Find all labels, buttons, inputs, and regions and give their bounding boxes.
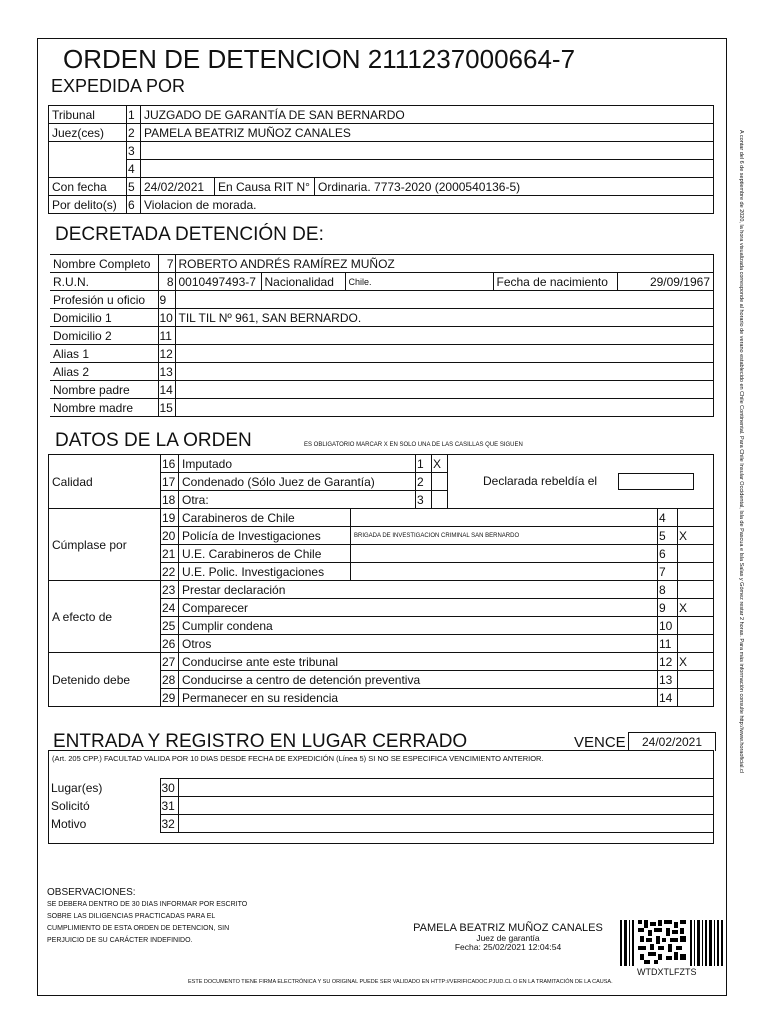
- causa-value: Ordinaria. 7773-2020 (2000540136-5): [315, 178, 714, 196]
- row-number: 24: [161, 599, 179, 617]
- efecto-label: A efecto de: [49, 581, 161, 653]
- con-fecha-label: Con fecha: [49, 178, 127, 196]
- row-value: [175, 363, 714, 381]
- row-number: 17: [161, 473, 179, 491]
- row-number: 23: [161, 581, 179, 599]
- nacionalidad-label: Nacionalidad: [261, 273, 345, 291]
- observaciones-line: PERJUICIO DE SU CARÁCTER INDEFINIDO.: [47, 937, 193, 944]
- table-row: [49, 509, 714, 527]
- row-label: [49, 160, 127, 178]
- table-row: [49, 196, 714, 214]
- row-number: 22: [161, 563, 179, 581]
- row-number: 28: [161, 671, 179, 689]
- vence-value: 24/02/2021: [628, 732, 716, 751]
- row-label: Nombre padre: [50, 381, 158, 399]
- expedida-por-heading: EXPEDIDA POR: [51, 76, 186, 96]
- box-number: 1: [416, 455, 432, 473]
- juez-value: [141, 160, 714, 178]
- row-label: Domicilio 2: [50, 327, 158, 345]
- signer-role: Juez de garantía: [476, 933, 540, 943]
- cumplase-detail: [351, 545, 658, 563]
- table-row: [50, 381, 714, 399]
- detenido-option: Conducirse ante este tribunal: [179, 653, 658, 671]
- run-value: 0010497493-7: [175, 273, 261, 291]
- row-value: [175, 327, 714, 345]
- mark-box[interactable]: [678, 545, 714, 563]
- table-row: [48, 815, 714, 833]
- cumplase-option: U.E. Carabineros de Chile: [179, 545, 351, 563]
- mark-box[interactable]: [432, 491, 448, 509]
- table-row: [49, 142, 714, 160]
- row-value: [178, 815, 714, 833]
- decretada-table: [50, 254, 714, 417]
- efecto-option: Cumplir condena: [179, 617, 658, 635]
- row-number: 12: [158, 345, 175, 363]
- rebeldia-label: Declarada rebeldía el: [483, 473, 598, 488]
- row-number: 7: [158, 255, 175, 273]
- mark-box[interactable]: [678, 689, 714, 707]
- row-label: Lugar(es): [51, 780, 103, 795]
- row-value: [175, 399, 714, 417]
- observaciones-line: SOBRE LAS DILIGENCIAS PRACTICADAS PARA EL: [47, 913, 216, 920]
- verification-code: WTDXTLFZTS: [637, 967, 697, 977]
- row-number: 21: [161, 545, 179, 563]
- table-row: [49, 455, 714, 473]
- row-number: 13: [158, 363, 175, 381]
- row-value: TIL TIL Nº 961, SAN BERNARDO.: [175, 309, 714, 327]
- side-note: [733, 130, 745, 890]
- row-number: 1: [127, 106, 141, 124]
- row-number: 30: [160, 779, 178, 797]
- signature-block: [412, 922, 604, 952]
- mark-box[interactable]: [678, 509, 714, 527]
- box-number: 2: [416, 473, 432, 491]
- row-number: 2: [127, 124, 141, 142]
- table-row: [50, 309, 714, 327]
- barcode-icon: [620, 920, 725, 973]
- mark-box[interactable]: [678, 617, 714, 635]
- datos-heading: DATOS DE LA ORDEN: [55, 430, 252, 451]
- table-row: [50, 273, 714, 291]
- row-number: 5: [127, 178, 141, 196]
- entrada-note: (Art. 205 CPP.) FACULTAD VALIDA POR 10 DIAS DESDE FECHA DE EXPEDICIÓN (Línea 5) SI NO SE ESPECIFICA VENCIMIENTO ANTERIOR.: [52, 754, 544, 763]
- fecha-nacimiento-value: 29/09/1967: [617, 273, 714, 291]
- efecto-option: Prestar declaración: [179, 581, 658, 599]
- table-row: [50, 291, 714, 309]
- calidad-label: Calidad: [49, 455, 161, 509]
- tribunal-value: JUZGADO DE GARANTÍA DE SAN BERNARDO: [141, 106, 714, 124]
- row-number: 27: [161, 653, 179, 671]
- row-number: 20: [161, 527, 179, 545]
- row-number: 4: [127, 160, 141, 178]
- mark-box[interactable]: [678, 563, 714, 581]
- row-number: 25: [161, 617, 179, 635]
- box-number: 9: [658, 599, 678, 617]
- delito-label: Por delito(s): [49, 196, 127, 214]
- mark-box[interactable]: X: [678, 653, 714, 671]
- calidad-option: Otra:: [179, 491, 416, 509]
- row-value: [175, 291, 714, 309]
- juez-value: PAMELA BEATRIZ MUÑOZ CANALES: [141, 124, 714, 142]
- table-row: [49, 124, 714, 142]
- detenido-option: Permanecer en su residencia: [179, 689, 658, 707]
- box-number: 3: [416, 491, 432, 509]
- box-number: 6: [658, 545, 678, 563]
- row-value: [178, 779, 714, 797]
- row-number: 9: [158, 291, 175, 309]
- observaciones-line: CUMPLIMIENTO DE ESTA ORDEN DE DETENCION, SIN: [47, 925, 230, 932]
- mark-box[interactable]: X: [432, 455, 448, 473]
- table-row: [49, 581, 714, 599]
- expedida-table: [48, 105, 714, 214]
- delito-value: Violacion de morada.: [141, 196, 714, 214]
- observaciones-text: [47, 899, 287, 947]
- mark-box[interactable]: [678, 635, 714, 653]
- row-number: 8: [158, 273, 175, 291]
- row-label: Profesión u oficio: [50, 291, 158, 309]
- row-number: 18: [161, 491, 179, 509]
- row-label: Motivo: [51, 816, 87, 831]
- observaciones-title: OBSERVACIONES:: [47, 887, 136, 898]
- row-value: [178, 797, 714, 815]
- con-fecha-value: 24/02/2021: [141, 178, 215, 196]
- observaciones-line: SE DEBERA DENTRO DE 30 DIAS INFORMAR POR ESCRITO: [47, 901, 248, 908]
- table-row: [49, 653, 714, 671]
- footer-note: ESTE DOCUMENTO TIENE FIRMA ELECTRÓNICA Y SU ORIGINAL PUEDE SER VALIDADO EN HTTP://VERIFICADOC.PJUD.CL O EN LA TRAMITACIÓN DE LA CAUSA.: [188, 979, 613, 985]
- row-value: [175, 345, 714, 363]
- entrada-table: [48, 778, 714, 833]
- cumplase-detail: [351, 563, 658, 581]
- side-note-text: A contar del 6 de septiembre de 2020, la hora visualizada corresponde al horario de verano establecido en Chile Continental. Para Chile Insular Occidental, Isla de Pascua e Isla Salas y Gómez restar 2 horas. Para más información consulte http://www.horaoficial.cl: [738, 130, 744, 773]
- row-number: 15: [158, 399, 175, 417]
- table-row: [49, 106, 714, 124]
- box-number: 14: [658, 689, 678, 707]
- calidad-option: Imputado: [179, 455, 416, 473]
- row-number: 14: [158, 381, 175, 399]
- nombre-value: ROBERTO ANDRÉS RAMÍREZ MUÑOZ: [175, 255, 714, 273]
- table-row: [48, 779, 714, 797]
- row-number: 19: [161, 509, 179, 527]
- decretada-heading: DECRETADA DETENCIÓN DE:: [55, 224, 324, 245]
- fecha-nacimiento-label: Fecha de nacimiento: [493, 273, 617, 291]
- table-row: [48, 797, 714, 815]
- row-label: Solicitó: [51, 798, 90, 813]
- nacionalidad-value: Chile.: [345, 273, 493, 291]
- mark-box[interactable]: X: [678, 599, 714, 617]
- document-title: ORDEN DE DETENCION 2111237000664-7: [63, 44, 576, 74]
- row-number: 26: [161, 635, 179, 653]
- detenido-option: Conducirse a centro de detención preventiva: [179, 671, 658, 689]
- table-row: [49, 178, 714, 196]
- table-row: [49, 160, 714, 178]
- box-number: 7: [658, 563, 678, 581]
- entrada-heading: ENTRADA Y REGISTRO EN LUGAR CERRADO: [53, 731, 468, 752]
- vence-label: VENCE: [574, 734, 626, 751]
- calidad-option: Condenado (Sólo Juez de Garantía): [179, 473, 416, 491]
- table-row: [50, 345, 714, 363]
- mark-box[interactable]: X: [678, 527, 714, 545]
- row-number: 32: [160, 815, 178, 833]
- run-label: R.U.N.: [50, 273, 158, 291]
- datos-table: [48, 454, 714, 707]
- cumplase-option: U.E. Polic. Investigaciones: [179, 563, 351, 581]
- row-number: 3: [127, 142, 141, 160]
- row-label: Nombre madre: [50, 399, 158, 417]
- row-label: Domicilio 1: [50, 309, 158, 327]
- causa-label: En Causa RIT N°: [215, 178, 315, 196]
- row-label: Alias 1: [50, 345, 158, 363]
- mark-box[interactable]: [432, 473, 448, 491]
- row-number: 31: [160, 797, 178, 815]
- row-label: Alias 2: [50, 363, 158, 381]
- cumplase-label: Cúmplase por: [49, 509, 161, 581]
- datos-note: ES OBLIGATORIO MARCAR X EN SOLO UNA DE LAS CASILLAS QUE SIGUEN: [304, 442, 523, 448]
- table-row: [50, 255, 714, 273]
- row-label: Juez(ces): [49, 124, 127, 142]
- mark-box[interactable]: [678, 581, 714, 599]
- table-row: [50, 363, 714, 381]
- nombre-label: Nombre Completo: [50, 255, 158, 273]
- row-number: 16: [161, 455, 179, 473]
- box-number: 5: [658, 527, 678, 545]
- box-number: 11: [658, 635, 678, 653]
- row-number: 10: [158, 309, 175, 327]
- row-number: 6: [127, 196, 141, 214]
- table-row: [50, 399, 714, 417]
- row-label: [49, 142, 127, 160]
- signature-date: Fecha: 25/02/2021 12:04:54: [454, 942, 562, 952]
- row-value: [175, 381, 714, 399]
- row-number: 11: [158, 327, 175, 345]
- rebeldia-date-field[interactable]: [618, 473, 694, 490]
- box-number: 10: [658, 617, 678, 635]
- box-number: 8: [658, 581, 678, 599]
- cumplase-option: Policía de Investigaciones: [179, 527, 351, 545]
- efecto-option: Comparecer: [179, 599, 658, 617]
- detenido-label: Detenido debe: [49, 653, 161, 707]
- signer-name: PAMELA BEATRIZ MUÑOZ CANALES: [413, 922, 603, 934]
- cumplase-detail: BRIGADA DE INVESTIGACION CRIMINAL SAN BERNARDO: [351, 527, 658, 545]
- box-number: 12: [658, 653, 678, 671]
- table-row: [50, 327, 714, 345]
- mark-box[interactable]: [678, 671, 714, 689]
- efecto-option: Otros: [179, 635, 658, 653]
- cumplase-detail: [351, 509, 658, 527]
- box-number: 4: [658, 509, 678, 527]
- row-number: 29: [161, 689, 179, 707]
- juez-value: [141, 142, 714, 160]
- cumplase-option: Carabineros de Chile: [179, 509, 351, 527]
- row-label: Tribunal: [49, 106, 127, 124]
- box-number: 13: [658, 671, 678, 689]
